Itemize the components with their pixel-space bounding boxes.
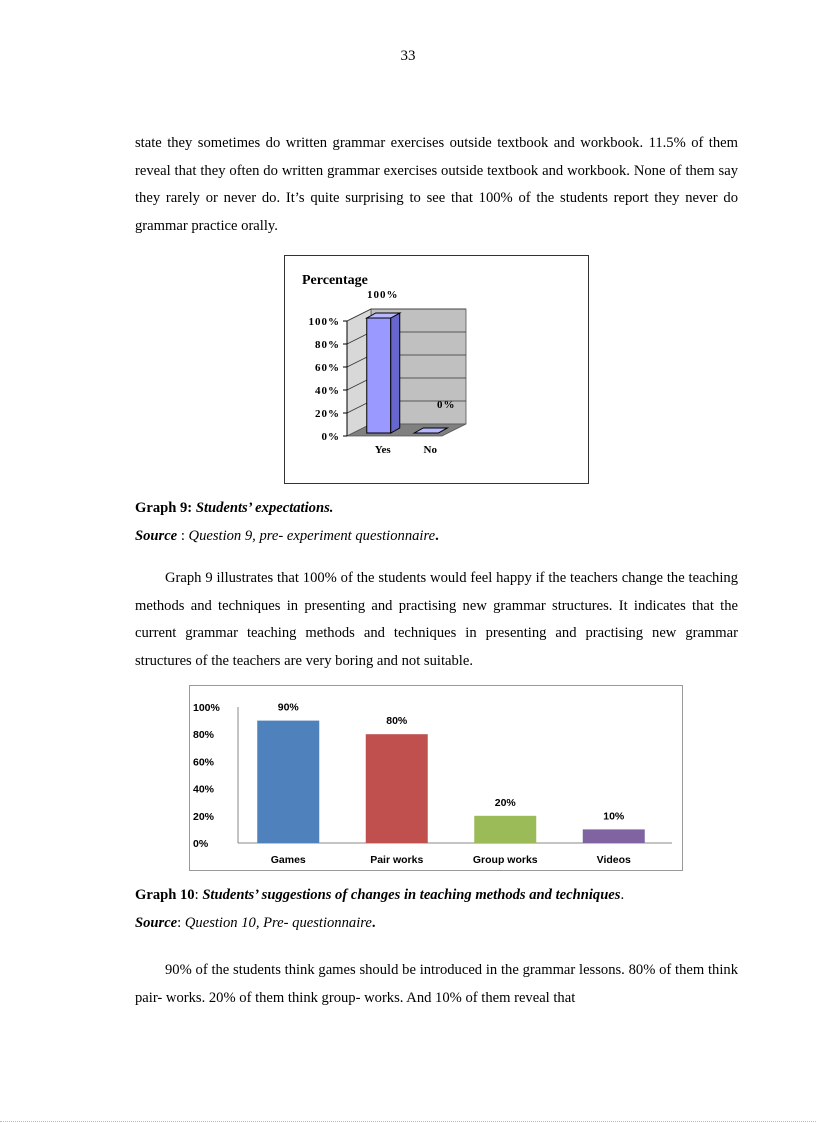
x-tick-label: Games <box>270 854 306 866</box>
bar <box>257 721 319 843</box>
graph-9-source-end: . <box>435 528 439 544</box>
y-tick-label: 60% <box>193 756 215 769</box>
data-label: 100% <box>367 289 399 301</box>
page-bottom-rule <box>0 1121 816 1122</box>
page-number: 33 <box>400 48 416 64</box>
graph-9-label: Graph 9: <box>135 500 193 516</box>
graph-9-source <box>135 526 439 546</box>
y-tick-label: 0% <box>321 431 340 443</box>
x-tick-label: Videos <box>596 854 631 866</box>
bar <box>366 734 428 843</box>
data-label: 80% <box>386 715 408 728</box>
x-tick-label: Group works <box>472 854 538 866</box>
graph-9-source-label: Source <box>135 528 178 544</box>
y-tick-label: 80% <box>193 729 215 742</box>
y-tick-label: 40% <box>193 783 215 796</box>
graph-10-svg <box>190 686 682 870</box>
data-label: 10% <box>603 810 625 823</box>
graph-10-source-end: . <box>371 915 376 931</box>
y-tick-label: 40% <box>315 385 340 397</box>
graph-10-source-sep: : <box>177 915 185 931</box>
graph-10-title-end: . <box>620 887 625 903</box>
graph-9-source-sep: : <box>177 528 189 544</box>
graph-10-label-sep: : <box>194 887 203 903</box>
x-tick-label: Pair works <box>370 854 424 866</box>
paragraph-3: 90% of the students think games should be introduced in the grammar lessons. 80% of them think pair- works. 20% of them think group- works. And 10% of them reveal that <box>135 962 738 1006</box>
graph-9-source-text: Question 9, pre- experiment questionnaire <box>188 528 436 544</box>
y-tick-label: 100% <box>308 316 340 328</box>
data-label: 0% <box>437 399 456 411</box>
x-tick-label: No <box>423 444 437 456</box>
graph-10-source <box>135 913 376 933</box>
graph-9-chart <box>284 255 589 484</box>
paragraph-2: Graph 9 illustrates that 100% of the students would feel happy if the teachers change the teaching methods and techniques in presenting and practising new grammar structures. It indicates that the current grammar teaching methods and techniques in presenting and practising new grammar structures of the teachers are very boring and not suitable. <box>135 570 738 669</box>
data-label: 90% <box>277 701 299 714</box>
graph-9-svg <box>285 256 588 483</box>
bar <box>583 829 645 843</box>
graph-10-caption <box>135 885 624 905</box>
bar <box>474 816 536 843</box>
x-tick-label: Yes <box>374 444 391 456</box>
y-tick-label: 60% <box>315 362 340 374</box>
bar-front <box>367 318 391 433</box>
graph-9-caption <box>135 498 333 518</box>
y-tick-label: 0% <box>193 838 209 850</box>
y-tick-label: 20% <box>315 408 340 420</box>
y-tick-label: 100% <box>193 702 220 714</box>
y-tick-label: 80% <box>315 339 340 351</box>
paragraph-1: state they sometimes do written grammar exercises outside textbook and workbook. 11.5% of them reveal that they often do written grammar exercises outside textbook and workbook. None of them say they rarely or never do. It’s quite surprising to see that 100% of the students report they never do grammar practice orally. <box>135 135 738 234</box>
bar-side <box>391 313 400 433</box>
graph-10-source-text: Question 10, Pre- questionnaire <box>184 915 372 931</box>
chart-title: Percentage <box>302 273 368 288</box>
graph-10-chart <box>189 685 683 871</box>
graph-10-title: Students’ suggestions of changes in teaching methods and techniques <box>202 887 621 903</box>
graph-10-source-label: Source <box>135 915 178 931</box>
data-label: 20% <box>494 796 516 809</box>
y-tick-label: 20% <box>193 810 215 823</box>
graph-10-label: Graph 10 <box>135 887 195 903</box>
graph-9-title: Students’ expectations. <box>195 500 334 516</box>
